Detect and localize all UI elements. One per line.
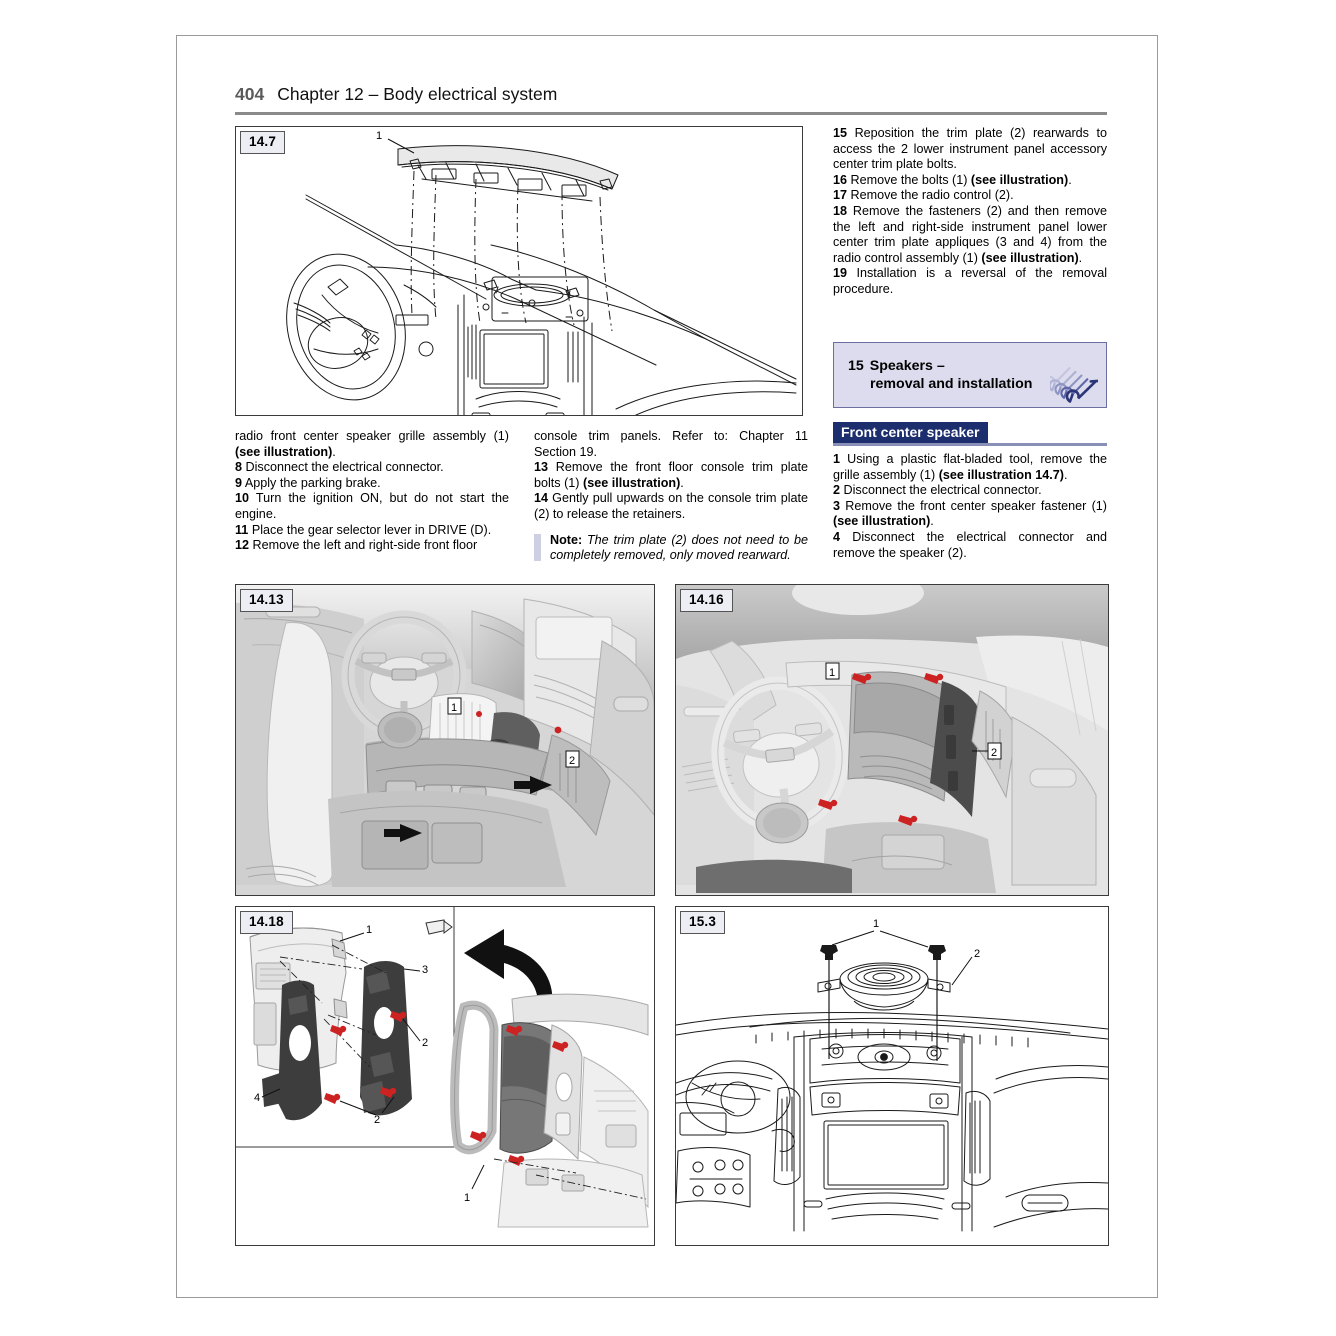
svg-text:2: 2 [991, 747, 998, 759]
svg-text:1: 1 [376, 130, 383, 142]
section-number: 15 [848, 358, 864, 374]
step-9: 9 Apply the parking brake. [235, 475, 381, 490]
speaker-step-2: 2 Disconnect the electrical connector. [833, 483, 1042, 498]
figure-15-3 [675, 906, 1109, 1246]
spanner-difficulty-icon [1050, 349, 1098, 407]
middle-column [534, 429, 808, 564]
figure-14-16 [675, 584, 1109, 896]
svg-text:2: 2 [422, 1037, 429, 1049]
figure-14-16-photo [676, 585, 1108, 895]
section-subtitle: removal and installation [870, 376, 1033, 392]
svg-text:3: 3 [422, 964, 429, 976]
page-number: 404 [235, 84, 265, 104]
speaker-step-4: 4 Disconnect the electrical connector and remove the speaker (2). [833, 529, 1107, 560]
svg-text:2: 2 [374, 1114, 381, 1126]
figure-14-13 [235, 584, 655, 896]
speaker-step-1: 1 Using a plastic flat-bladed tool, remove the grille assembly (1) (see illustration 14.7). [833, 452, 1107, 482]
speaker-step-3: 3 Remove the front center speaker fastener (1) (see illustration). [833, 498, 1107, 529]
note-box [534, 533, 808, 564]
header-rule [235, 112, 1107, 115]
svg-text:1: 1 [464, 1192, 471, 1204]
step-15: 15 Reposition the trim plate (2) rearwards to access the 2 lower instrument panel accessory center trim plate bolts. [833, 126, 1107, 172]
figure-15-3-artwork [676, 907, 1108, 1245]
right-column-steps [833, 126, 1107, 298]
step-10: 10 Turn the ignition ON, but do not start the engine. [235, 491, 509, 521]
step-16: 16 Remove the bolts (1) (see illustration). [833, 172, 1072, 187]
page-header [235, 84, 1107, 105]
svg-text:1: 1 [451, 702, 458, 714]
note-text: The trim plate (2) does not need to be completely removed, only moved rearward. [550, 532, 809, 563]
subheading-rule [833, 443, 1107, 446]
subheading-front-center-speaker [833, 422, 1107, 446]
figure-14-18 [235, 906, 655, 1246]
left-column [235, 429, 509, 554]
figure-14-18-artwork [236, 907, 654, 1245]
svg-text:1: 1 [366, 924, 373, 936]
step-14: 14 Gently pull upwards on the console trim plate (2) to release the retainers. [534, 491, 809, 521]
figure-label-14-16: 14.16 [680, 589, 733, 612]
step-12: 12 Remove the left and right-side front floor [235, 538, 478, 553]
figure-14-7-artwork [236, 127, 802, 415]
svg-text:1: 1 [829, 667, 836, 679]
step-19: 19 Installation is a reversal of the removal procedure. [833, 266, 1108, 296]
section-heading-text [848, 357, 1032, 393]
note-label: Note: [550, 532, 583, 547]
right-column-speaker-steps [833, 452, 1107, 561]
figure-label-15-3: 15.3 [680, 911, 725, 934]
subheading-chip: Front center speaker [833, 422, 988, 443]
chapter-title: Chapter 12 – Body electrical system [277, 84, 558, 104]
figure-14-13-photo [236, 585, 654, 895]
step-17: 17 Remove the radio control (2). [833, 188, 1014, 203]
figure-label-14-18: 14.18 [240, 911, 293, 934]
step-11: 11 Place the gear selector lever in DRIVE (D). [235, 522, 492, 537]
svg-text:2: 2 [569, 755, 576, 767]
svg-text:2: 2 [974, 948, 981, 960]
step-13: 13 Remove the front floor console trim plate bolts (1) (see illustration). [534, 460, 809, 490]
figure-14-7 [235, 126, 803, 416]
middle-continued: console trim panels. Refer to: Chapter 11 Section 19. [534, 429, 808, 459]
svg-text:1: 1 [873, 918, 880, 930]
manual-page [176, 35, 1158, 1298]
left-continued: radio front center speaker grille assembly (1) (see illustration). [235, 429, 509, 459]
svg-text:4: 4 [254, 1092, 261, 1104]
step-18: 18 Remove the fasteners (2) and then remove the left and right-side instrument panel lower center trim plate appliques (3 and 4) from the radio control assembly (1) (see illustration). [833, 203, 1108, 265]
figure-label-14-13: 14.13 [240, 589, 293, 612]
section-heading-box [833, 342, 1107, 408]
step-8: 8 Disconnect the electrical connector. [235, 460, 444, 475]
figure-label-14-7: 14.7 [240, 131, 285, 154]
section-title: Speakers – [869, 358, 945, 374]
